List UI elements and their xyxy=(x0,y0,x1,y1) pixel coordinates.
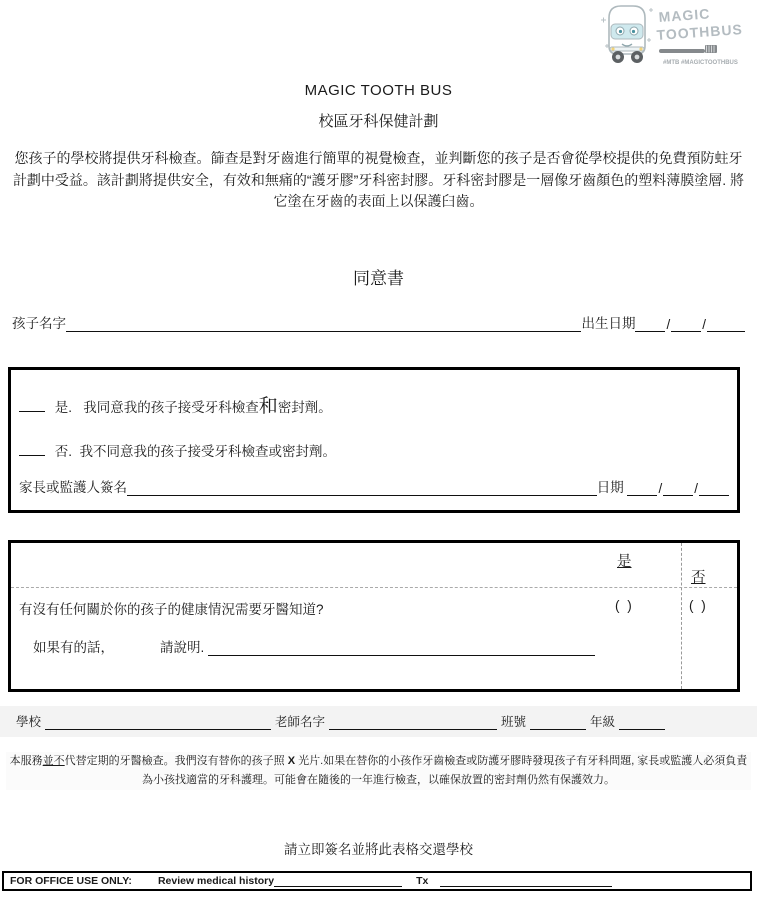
sig-date-month-blank[interactable] xyxy=(627,482,657,496)
dob-label: 出生日期 xyxy=(581,316,636,331)
sig-date-slash-2: / xyxy=(694,481,698,496)
class-label: 班號 xyxy=(501,715,527,729)
school-info-row xyxy=(0,706,757,737)
consent-yes-text: 我同意我的孩子接受牙科檢查 xyxy=(83,400,259,415)
review-history-blank[interactable] xyxy=(274,876,402,887)
if-yes-label: 如果有的話， xyxy=(33,640,114,655)
child-name-dob-row xyxy=(12,312,745,332)
explain-row xyxy=(33,636,595,656)
grade-label: 年級 xyxy=(590,715,616,729)
child-name-blank[interactable] xyxy=(66,318,581,332)
consent-no-blank[interactable] xyxy=(19,442,45,456)
consent-form-title: 同意書 xyxy=(353,269,404,288)
yes-column-header: 是 xyxy=(617,554,632,570)
consent-no-text: 我不同意我的孩子接受牙科檢查或密封劑。 xyxy=(79,444,337,459)
tooth-bus-icon xyxy=(597,2,753,68)
signature-date-row xyxy=(19,476,729,496)
dob-slash-1: / xyxy=(666,317,671,332)
header-row-divider xyxy=(11,587,737,588)
sig-date-slash-1: / xyxy=(658,481,663,496)
toothbrush-icon xyxy=(659,45,717,53)
teacher-label: 老師名字 xyxy=(275,715,326,729)
fine-print-xray: X xyxy=(287,755,296,767)
dob-year-blank[interactable] xyxy=(707,318,745,332)
sig-date-year-blank[interactable] xyxy=(699,482,729,496)
school-label: 學校 xyxy=(16,715,42,729)
child-name-label: 孩子名字 xyxy=(12,316,66,331)
health-question-text: 有沒有任何關於你的孩子的健康情況需要牙醫知道? xyxy=(19,602,324,617)
consent-yes-blank[interactable] xyxy=(19,398,45,412)
intro-paragraph: 您孩子的學校將提供牙科檢查。篩查是對牙齒進行簡單的視覺檢查，並判斷您的孩子是否會從學校提供的免費預防蛀牙計劃中受益。該計劃將提供安全，有效和無痛的“護牙膠”牙科密封膠。牙科密封膠是一層像牙齒顏色的塑料薄膜塗層. 將它塗在牙齒的表面上以保護臼齒。 xyxy=(12,150,745,209)
consent-no-label: 否. xyxy=(54,444,73,459)
office-use-label: FOR OFFICE USE ONLY: xyxy=(10,875,132,887)
class-blank[interactable] xyxy=(530,716,586,730)
review-medical-history-label: Review medical history xyxy=(157,875,275,887)
return-instruction: 請立即簽名並將此表格交還學校 xyxy=(284,842,473,857)
fine-print-part1: 本服務 xyxy=(9,755,43,767)
fine-print xyxy=(6,752,751,790)
fine-print-underlined: 並不 xyxy=(42,755,65,767)
magic-toothbus-logo xyxy=(597,2,753,68)
consent-no-line xyxy=(19,440,336,460)
teacher-blank[interactable] xyxy=(329,716,497,730)
fine-print-part2: 代替定期的牙醫檢查。我們沒有替你的孩子照 xyxy=(64,755,288,767)
health-no-checkbox[interactable]: ( ) xyxy=(689,598,708,613)
explain-blank[interactable] xyxy=(208,642,595,656)
logo-brand-top: MAGIC xyxy=(658,5,711,25)
fine-print-part3: 光片.如果在替你的小孩作牙齒檢查或防護牙膠時發現孩子有牙科問題, 家長或監護人必須負責 xyxy=(295,755,748,767)
consent-yes-label: 是. xyxy=(54,400,73,415)
sig-date-day-blank[interactable] xyxy=(663,482,693,496)
guardian-signature-label: 家長或監護人簽名 xyxy=(19,480,127,495)
school-blank[interactable] xyxy=(45,716,271,730)
tx-blank[interactable] xyxy=(440,876,612,887)
health-yes-checkbox[interactable]: ( ) xyxy=(615,598,634,613)
explain-label: 請說明. xyxy=(160,640,205,655)
consent-yes-line xyxy=(19,396,332,416)
sig-date-label: 日期 xyxy=(596,480,624,495)
dob-day-blank[interactable] xyxy=(671,318,701,332)
consent-and-word: 和 xyxy=(258,395,278,417)
dob-slash-2: / xyxy=(702,317,706,332)
dob-month-blank[interactable] xyxy=(635,318,665,332)
page-subtitle: 校區牙科保健計劃 xyxy=(318,113,439,130)
page-title: MAGIC TOOTH BUS xyxy=(304,82,453,99)
logo-hashtags: #MTB #MAGICTOOTHBUS xyxy=(663,60,738,66)
yes-no-column-divider xyxy=(681,543,682,689)
office-use-footer xyxy=(2,871,752,891)
grade-blank[interactable] xyxy=(619,716,665,730)
tx-label: Tx xyxy=(416,875,429,887)
guardian-signature-blank[interactable] xyxy=(127,482,597,496)
consent-choice-box xyxy=(8,367,740,513)
fine-print-part4: 為小孩找適當的牙科護理。可能會在隨後的一年進行檢查，以確保放置的密封劑仍然有保護效力。 xyxy=(142,774,615,786)
health-question-box xyxy=(8,540,740,692)
logo-brand-bottom: TOOTHBUS xyxy=(656,21,744,43)
no-column-header: 否 xyxy=(691,570,706,586)
consent-yes-text-after: 密封劑。 xyxy=(277,400,332,415)
